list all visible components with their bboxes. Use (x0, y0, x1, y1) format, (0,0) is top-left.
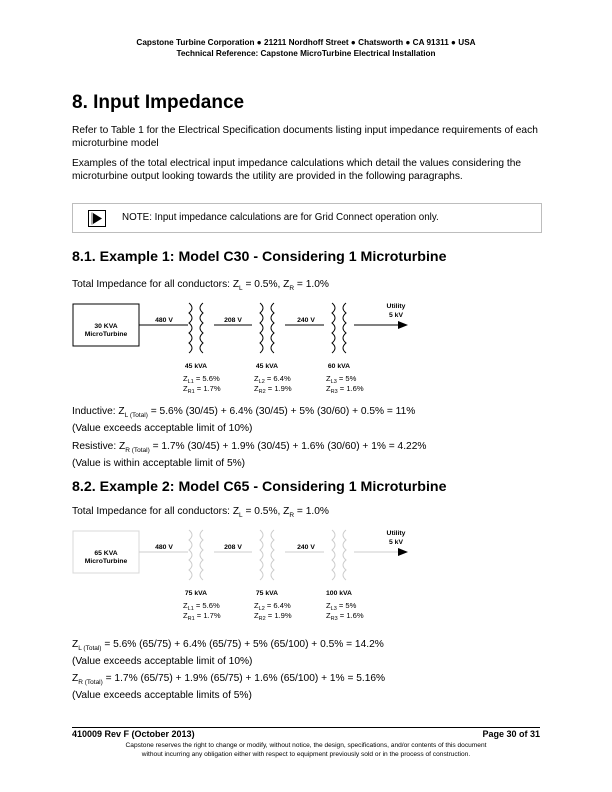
t1-zr: $Z_{R1} = 1.7\%$ (183, 384, 221, 395)
examples-paragraph: Examples of the total electrical input impedance calculations which detail the values considering the microturbine output looking towards the utility are provided in the following paragraphs. (72, 158, 522, 183)
footer-page-number: Page 30 of 31 (482, 729, 540, 739)
t3-zl: $Z_{L3} = 5\%$ (326, 601, 357, 612)
example1-total-impedance: Total Impedance for all conductors: $Z_L = 0.5\%$, $Z_R = 1.0\%$ (72, 279, 329, 293)
intro-paragraph: Refer to Table 1 for the Electrical Specification documents listing input impedance requirements of each microturbine model (72, 125, 538, 150)
example2-total-impedance: Total Impedance for all conductors: $Z_L = 0.5\%$, $Z_R = 1.0\%$ (72, 506, 329, 520)
t2-kva: 45 kVA (255, 363, 279, 370)
voltage-1: 480 V (155, 544, 173, 551)
t2-zl: $Z_{L2} = 6.4\%$ (254, 374, 291, 385)
transformer-3 (332, 303, 346, 353)
footer-doc-id: 410009 Rev F (October 2013) (72, 729, 195, 739)
note-box (72, 203, 542, 233)
example1-resistive: Resistive: $Z_{R (Total)} = 1.7\%$ (30/45) + 1.9% (30/45) + 1.6% (30/60) + 1% = 4.22% (Value is within acceptable limit of 5%) (72, 441, 427, 470)
example2-title: 8.2. Example 2: Model C65 - Considering 1 Microturbine (72, 479, 447, 495)
t1-zl: $Z_{L1} = 5.6\%$ (183, 374, 220, 385)
transformer-2 (260, 303, 274, 353)
utility-voltage: 5 kV (389, 539, 403, 546)
t1-kva: 45 kVA (184, 363, 208, 370)
header-title: Technical Reference: Capstone MicroTurbine Electrical Installation (176, 49, 436, 58)
box-line2: MicroTurbine (84, 331, 128, 338)
t2-zr: $Z_{R2} = 1.9\%$ (254, 384, 292, 395)
t2-zr: $Z_{R2} = 1.9\%$ (254, 611, 292, 622)
t1-kva: 75 kVA (184, 590, 208, 597)
voltage-2: 208 V (224, 544, 242, 551)
section-title: 8. Input Impedance (72, 92, 245, 113)
utility-voltage: 5 kV (389, 312, 403, 319)
example1-diagram (72, 298, 432, 403)
transformer-1 (189, 303, 203, 353)
utility-label: Utility (386, 530, 406, 537)
utility-label: Utility (386, 303, 406, 310)
utility-arrow-icon (398, 548, 408, 556)
note-arrow-icon (88, 210, 106, 227)
footer-disclaimer: Capstone reserves the right to change or modify, without notice, the design, specifications, and/or contents of this document without incurring any obligation either with respect to equipment previously sold or in the process of construction. (125, 742, 487, 758)
footer-rule (72, 727, 540, 728)
voltage-1: 480 V (155, 317, 173, 324)
example2-inductive: $Z_{L (Total)} = 5.6\%$ (65/75) + 6.4% (65/75) + 5% (65/100) + 0.5% = 14.2% (Value exceeds acceptable limit of 10%) (72, 639, 384, 668)
t3-zr: $Z_{R3} = 1.6\%$ (326, 611, 364, 622)
voltage-3: 240 V (297, 544, 315, 551)
example2-diagram (72, 525, 432, 630)
voltage-3: 240 V (297, 317, 315, 324)
example2-resistive: $Z_{R (Total)} = 1.7\%$ (65/75) + 1.9% (65/75) + 1.6% (65/100) + 1% = 5.16% (Value exceeds acceptable limits of 5%) (72, 673, 386, 702)
t2-zl: $Z_{L2} = 6.4\%$ (254, 601, 291, 612)
example1-inductive: Inductive: $Z_{L (Total)} = 5.6\%$ (30/45) + 6.4% (30/45) + 5% (30/60) + 0.5% = 11% (Value exceeds acceptable limit of 10%) (72, 406, 416, 435)
header-address: Capstone Turbine Corporation ● 21211 Nordhoff Street ● Chatsworth ● CA 91311 ● USA (136, 38, 476, 47)
t3-zl: $Z_{L3} = 5\%$ (326, 374, 357, 385)
t3-kva: 60 kVA (327, 363, 351, 370)
t2-kva: 75 kVA (255, 590, 279, 597)
t3-zr: $Z_{R3} = 1.6\%$ (326, 384, 364, 395)
transformer-3 (332, 530, 346, 580)
box-line1: 30 KVA (94, 323, 118, 330)
t1-zl: $Z_{L1} = 5.6\%$ (183, 601, 220, 612)
transformer-2 (260, 530, 274, 580)
box-line1: 65 KVA (94, 550, 118, 557)
transformer-1 (189, 530, 203, 580)
voltage-2: 208 V (224, 317, 242, 324)
t3-kva: 100 kVA (326, 590, 352, 597)
example1-title: 8.1. Example 1: Model C30 - Considering 1 Microturbine (72, 249, 447, 265)
note-text: NOTE: Input impedance calculations are for Grid Connect operation only. (122, 212, 439, 223)
box-line2: MicroTurbine (84, 558, 128, 565)
t1-zr: $Z_{R1} = 1.7\%$ (183, 611, 221, 622)
utility-arrow-icon (398, 321, 408, 329)
